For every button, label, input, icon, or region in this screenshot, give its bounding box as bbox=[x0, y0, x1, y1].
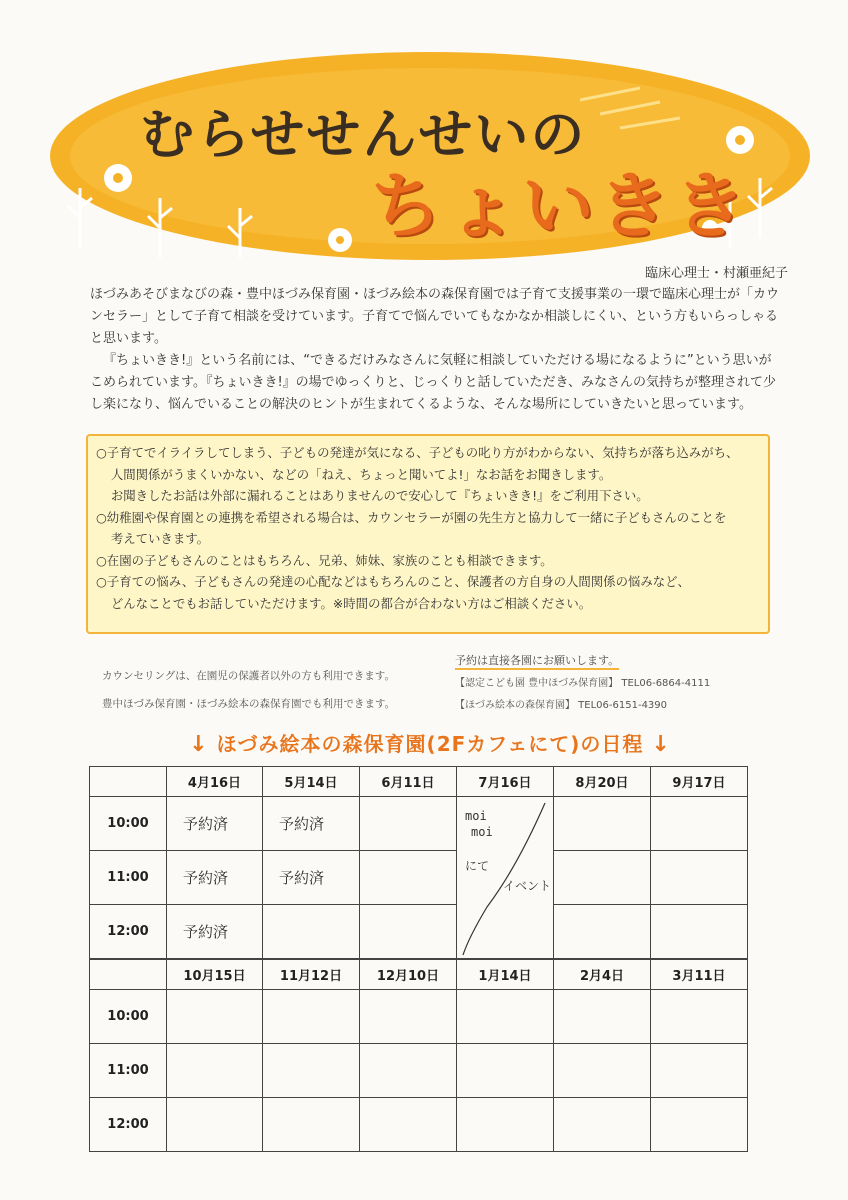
title-line2: ちょいきき bbox=[370, 164, 751, 248]
date-header: 4月16日 bbox=[167, 767, 263, 797]
reserve-note: 予約は直接各園にお願いします。 bbox=[455, 654, 619, 670]
slot-cell: 予約済 bbox=[167, 797, 263, 851]
slot-cell bbox=[554, 990, 651, 1044]
slot-cell bbox=[554, 851, 651, 905]
info-left-line1: カウンセリングは、在園児の保護者以外の方も利用できます。 bbox=[102, 670, 395, 682]
time-label: 12:00 bbox=[90, 1098, 167, 1152]
table-corner bbox=[90, 767, 167, 797]
notice-bullet-1-cont2: お聞きしたお話は外部に漏れることはありませんので安心して『ちょいきき!』をご利用下さい。 bbox=[110, 488, 649, 503]
intro-text bbox=[90, 284, 780, 416]
slot-cell: 予約済 bbox=[167, 905, 263, 960]
author-credit: 臨床心理士・村瀬亜紀子 bbox=[644, 266, 788, 281]
slot-cell bbox=[457, 1044, 554, 1098]
schedule-heading bbox=[130, 728, 730, 757]
date-header: 10月15日 bbox=[167, 959, 263, 990]
slot-cell bbox=[263, 1044, 360, 1098]
slot-cell bbox=[651, 1098, 748, 1152]
date-header: 8月20日 bbox=[554, 767, 651, 797]
slot-cell bbox=[360, 905, 457, 960]
arrow-down-icon: ↓ bbox=[651, 732, 671, 757]
slot-cell bbox=[167, 1098, 263, 1152]
intro-paragraph-1: ほづみあそびまなびの森・豊中ほづみ保育園・ほづみ絵本の森保育園では子育て支援事業の一環で臨床心理士が「カウンセラー」として子育て相談を受けています。子育てで悩んでいてもなかなか相談しにくい、という方もいらっしゃると思います。 bbox=[90, 287, 780, 346]
notice-box bbox=[86, 434, 770, 634]
slot-cell: 予約済 bbox=[263, 797, 360, 851]
slot-cell bbox=[360, 1044, 457, 1098]
slot-cell bbox=[263, 1098, 360, 1152]
slot-cell bbox=[554, 797, 651, 851]
slot-cell bbox=[263, 990, 360, 1044]
event-label: イベント bbox=[503, 879, 552, 893]
info-right bbox=[455, 650, 710, 717]
notice-bullet-2: ○幼稚園や保育園との連携を希望される場合は、カウンセラーが園の先生方と協力して一緒に子どもさんのことを bbox=[96, 509, 727, 525]
slot-cell bbox=[651, 851, 748, 905]
slot-cell bbox=[554, 905, 651, 960]
notice-bullet-1: ○子育てでイライラしてしまう、子どもの発達が気になる、子どもの叱り方がわからない、気持ちが落ち込みがち、 bbox=[96, 445, 739, 460]
slot-cell bbox=[651, 797, 748, 851]
date-header: 12月10日 bbox=[360, 959, 457, 990]
date-header: 6月11日 bbox=[360, 767, 457, 797]
date-header: 3月11日 bbox=[651, 959, 748, 990]
date-header: 5月14日 bbox=[263, 767, 360, 797]
date-header: 1月14日 bbox=[457, 959, 554, 990]
contact-line-1: 【認定こども園 豊中ほづみ保育園】 TEL06-6864-4111 bbox=[455, 678, 711, 689]
slot-cell bbox=[360, 990, 457, 1044]
time-label: 12:00 bbox=[90, 905, 167, 960]
info-left-line2: 豊中ほづみ保育園・ほづみ絵本の森保育園でも利用できます。 bbox=[102, 698, 396, 710]
title-line1: むらせせんせいの bbox=[140, 103, 587, 166]
slot-cell bbox=[457, 990, 554, 1044]
slot-cell bbox=[167, 1044, 263, 1098]
slot-cell bbox=[651, 990, 748, 1044]
notice-bullet-4-cont: どんなことでもお話していただけます。※時間の都合が合わない方はご相談ください。 bbox=[110, 595, 592, 611]
date-header: 2月4日 bbox=[554, 959, 651, 990]
notice-bullet-4: ○子育ての悩み、子どもさんの発達の心配などはもちろんのこと、保護者の方自身の人間関係の悩みなど、 bbox=[96, 574, 690, 589]
event-nite: にて bbox=[465, 859, 490, 873]
notice-bullet-2-cont: 考えていきます。 bbox=[110, 531, 210, 546]
notice-bullet-1-cont: 人間関係がうまくいかない、などの「ねえ、ちょっと聞いてよ!」なお話をお聞きします。 bbox=[110, 466, 612, 482]
slot-cell bbox=[554, 1044, 651, 1098]
schedule-title: ほづみ絵本の森保育園(2Fカフェにて)の日程 bbox=[216, 732, 644, 756]
slot-cell bbox=[263, 905, 360, 960]
table-corner bbox=[90, 959, 167, 990]
event-cell bbox=[457, 797, 554, 960]
time-label: 11:00 bbox=[90, 1044, 167, 1098]
event-moi-1: moi bbox=[465, 809, 487, 823]
time-label: 11:00 bbox=[90, 851, 167, 905]
info-left bbox=[102, 662, 395, 718]
slot-cell bbox=[360, 797, 457, 851]
contact-line-2: 【ほづみ絵本の森保育園】 TEL06-6151-4390 bbox=[455, 700, 668, 711]
slot-cell bbox=[457, 1098, 554, 1152]
slot-cell bbox=[167, 990, 263, 1044]
date-header: 7月16日 bbox=[457, 767, 554, 797]
time-label: 10:00 bbox=[90, 990, 167, 1044]
slot-cell bbox=[651, 1044, 748, 1098]
date-header: 11月12日 bbox=[263, 959, 360, 990]
notice-bullet-3: ○在園の子どもさんのことはもちろん、兄弟、姉妹、家族のことも相談できます。 bbox=[96, 552, 553, 568]
slot-cell bbox=[360, 851, 457, 905]
slot-cell bbox=[360, 1098, 457, 1152]
date-header: 9月17日 bbox=[651, 767, 748, 797]
slot-cell: 予約済 bbox=[167, 851, 263, 905]
header-banner bbox=[40, 48, 820, 268]
time-label: 10:00 bbox=[90, 797, 167, 851]
schedule-table bbox=[89, 766, 748, 1152]
slot-cell: 予約済 bbox=[263, 851, 360, 905]
intro-paragraph-2: 『ちょいきき!』という名前には、“できるだけみなさんに気軽に相談していただける場になるように”という思いがこめられています。『ちょいきき!』の場でゆっくりと、じっくりと話していただき、みなさんの気持ちが整理されて少し楽になり、悩んでいることの解決のヒントが生まれてくるような、そんな場所にしていきたいと思っています。 bbox=[90, 353, 777, 412]
arrow-down-icon: ↓ bbox=[189, 732, 209, 757]
event-moi-2: moi bbox=[471, 825, 493, 839]
slot-cell bbox=[651, 905, 748, 960]
slot-cell bbox=[554, 1098, 651, 1152]
